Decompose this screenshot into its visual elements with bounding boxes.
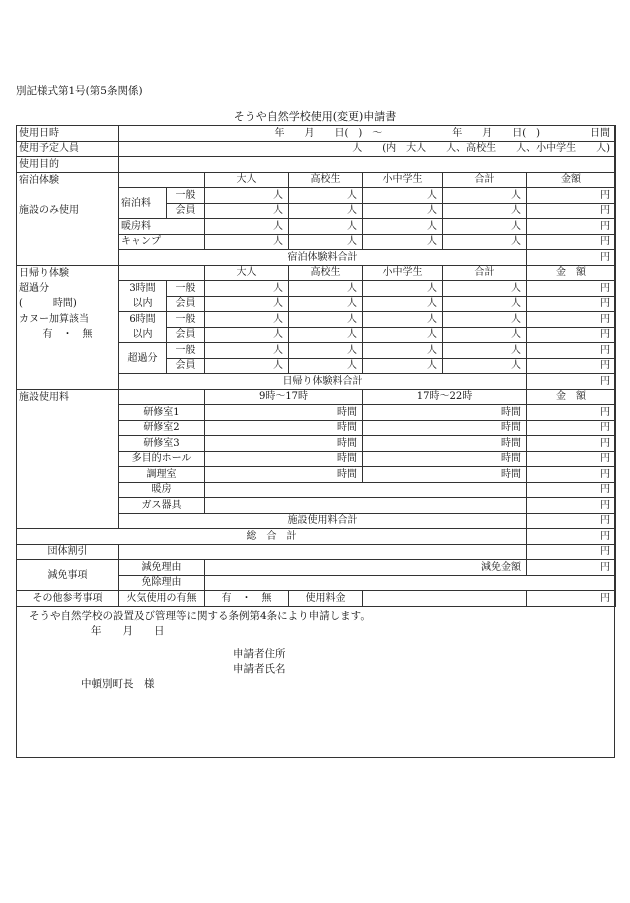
lodging-label: 宿泊料 (119, 188, 167, 219)
hours-field[interactable]: 時間 (363, 467, 527, 483)
yen-field[interactable]: 円 (527, 498, 616, 514)
person-field[interactable]: 人 (205, 234, 289, 250)
yen-field[interactable]: 円 (527, 529, 616, 545)
day-3h-member-row (17, 296, 616, 312)
other-label: その他参考事項 (17, 591, 119, 607)
person-field[interactable]: 人 (443, 343, 527, 359)
group-discount-row (17, 544, 616, 560)
facility-only-label: 施設のみ使用 (17, 203, 119, 219)
hours-field[interactable]: 時間 (205, 451, 363, 467)
applicant-address[interactable]: 申請者住所 (233, 647, 286, 660)
form-table (16, 125, 616, 607)
within-label: 以内 (119, 327, 167, 343)
day-over-member-row (17, 358, 616, 374)
applicant-name[interactable]: 申請者氏名 (233, 662, 286, 675)
purpose-field[interactable] (119, 157, 616, 173)
hours-field[interactable]: 時間 (205, 467, 363, 483)
hours-field[interactable]: 時間 (205, 436, 363, 452)
three-hours-label: 3時間 (119, 281, 167, 297)
hours-field[interactable]: 時間 (363, 436, 527, 452)
col-amount: 金 額 (527, 265, 616, 281)
col-total: 合計 (443, 265, 527, 281)
hours-field[interactable]: 時間 (363, 405, 527, 421)
person-field[interactable]: 人 (363, 343, 443, 359)
camp-label: キャンプ (119, 234, 205, 250)
yen-field[interactable]: 円 (527, 358, 616, 374)
room-label: 研修室1 (119, 405, 205, 421)
general-label: 一般 (167, 188, 205, 204)
exemption-row (17, 560, 616, 576)
col-amount: 金 額 (527, 389, 616, 405)
general-label: 一般 (167, 281, 205, 297)
person-field[interactable]: 人 (443, 281, 527, 297)
yen-field[interactable]: 円 (527, 296, 616, 312)
yen-field[interactable]: 円 (527, 234, 616, 250)
person-field[interactable]: 人 (205, 203, 289, 219)
col-student: 小中学生 (363, 265, 443, 281)
application-form (16, 125, 615, 758)
grand-total-label: 総 合 計 (17, 529, 527, 545)
person-field[interactable]: 人 (443, 358, 527, 374)
person-field[interactable]: 人 (443, 188, 527, 204)
general-label: 一般 (167, 312, 205, 328)
yen-field[interactable]: 円 (527, 343, 616, 359)
declaration-date[interactable]: 年 月 日 (91, 624, 165, 637)
planned-people-field[interactable]: 人 (内 大人 人、高校生 人、小中学生 人) (119, 141, 616, 157)
hours-field[interactable]: 時間 (205, 420, 363, 436)
room-row (17, 451, 616, 467)
person-field[interactable]: 人 (289, 234, 363, 250)
general-label: 一般 (167, 343, 205, 359)
purpose-label: 使用目的 (17, 157, 119, 173)
person-field[interactable]: 人 (363, 203, 443, 219)
planned-people-row (17, 141, 616, 157)
yen-field[interactable]: 円 (527, 451, 616, 467)
person-field[interactable]: 人 (443, 203, 527, 219)
room-row (17, 436, 616, 452)
reduction-reason-label: 減免理由 (119, 560, 205, 576)
yen-field[interactable]: 円 (527, 420, 616, 436)
yen-field[interactable]: 円 (527, 281, 616, 297)
facility-heating-row (17, 482, 616, 498)
day-over-general-row (17, 343, 616, 359)
day-3h-general-row (17, 281, 616, 297)
room-row (17, 467, 616, 483)
person-field[interactable]: 人 (205, 358, 289, 374)
yen-field[interactable]: 円 (527, 436, 616, 452)
yen-field[interactable]: 円 (527, 188, 616, 204)
stay-total-row (17, 250, 616, 266)
col-highschool: 高校生 (289, 172, 363, 188)
room-row (17, 420, 616, 436)
col-adult: 大人 (205, 265, 289, 281)
yen-field[interactable]: 円 (527, 219, 616, 235)
room-label: 研修室2 (119, 420, 205, 436)
usage-datetime-field[interactable]: 年 月 日( ) ～ 年 月 日( ) 日間 (119, 126, 616, 142)
form-number: 別記様式第1号(第5条関係) (16, 85, 143, 97)
usage-datetime-row (17, 126, 616, 142)
canoe-label: カヌー加算該当 (17, 312, 119, 328)
person-field[interactable]: 人 (443, 312, 527, 328)
person-field[interactable]: 人 (289, 203, 363, 219)
col-highschool: 高校生 (289, 265, 363, 281)
within-label: 以内 (119, 296, 167, 312)
heating-label: 暖房 (119, 482, 205, 498)
stay-total-label: 宿泊体験料合計 (119, 250, 527, 266)
yen-field[interactable]: 円 (527, 250, 616, 266)
col-total: 合計 (443, 172, 527, 188)
planned-people-label: 使用予定人員 (17, 141, 119, 157)
declaration-text: そうや自然学校の設置及び管理等に関する条例第4条により申請します。 (29, 609, 371, 622)
person-field[interactable]: 人 (289, 296, 363, 312)
room-label: 研修室3 (119, 436, 205, 452)
yen-field[interactable]: 円 (527, 374, 616, 390)
lodging-member-row (17, 203, 616, 219)
col-student: 小中学生 (363, 172, 443, 188)
addressee: 中頓別町長 様 (81, 677, 155, 690)
facility-header-row (17, 389, 616, 405)
yen-field[interactable]: 円 (527, 513, 616, 529)
facility-label: 施設使用料 (17, 389, 119, 405)
hours-field[interactable]: 時間 (363, 420, 527, 436)
member-label: 会員 (167, 296, 205, 312)
grand-total-row (17, 529, 616, 545)
hours-field[interactable]: 時間 (205, 405, 363, 421)
stay-header-row (17, 172, 616, 188)
yen-field[interactable]: 円 (527, 327, 616, 343)
lodging-general-row (17, 188, 616, 204)
room-label: 多目的ホール (119, 451, 205, 467)
group-discount-label: 団体割引 (17, 544, 119, 560)
heating-row (17, 219, 616, 235)
canoe-choice[interactable]: 有 ・ 無 (17, 327, 119, 343)
usage-datetime-label: 使用日時 (17, 126, 119, 142)
purpose-row (17, 157, 616, 173)
day-6h-general-row (17, 312, 616, 328)
person-field[interactable]: 人 (363, 296, 443, 312)
member-label: 会員 (167, 358, 205, 374)
form-title: そうや自然学校使用(変更)申請書 (233, 110, 397, 123)
person-field[interactable]: 人 (205, 312, 289, 328)
person-field[interactable]: 人 (205, 281, 289, 297)
member-label: 会員 (167, 327, 205, 343)
col-night-time: 17時～22時 (363, 389, 527, 405)
stay-label: 宿泊体験 (17, 172, 119, 188)
yen-field[interactable]: 円 (527, 482, 616, 498)
person-field[interactable]: 人 (205, 188, 289, 204)
yen-field[interactable]: 円 (527, 203, 616, 219)
person-field[interactable]: 人 (205, 327, 289, 343)
overtime-group-label: 超過分 (119, 343, 167, 374)
person-field[interactable]: 人 (289, 219, 363, 235)
gas-row (17, 498, 616, 514)
six-hours-label: 6時間 (119, 312, 167, 328)
person-field[interactable]: 人 (289, 343, 363, 359)
declaration (17, 607, 614, 692)
day-6h-member-row (17, 327, 616, 343)
yen-field[interactable]: 円 (527, 544, 616, 560)
person-field[interactable]: 人 (289, 358, 363, 374)
room-row (17, 405, 616, 421)
yen-field[interactable]: 円 (527, 591, 616, 607)
room-label: 調理室 (119, 467, 205, 483)
person-field[interactable]: 人 (363, 188, 443, 204)
fire-use-label: 火気使用の有無 (119, 591, 205, 607)
person-field[interactable]: 人 (443, 234, 527, 250)
person-field[interactable]: 人 (443, 219, 527, 235)
person-field[interactable]: 人 (289, 281, 363, 297)
reduction-amount-label: 減免金額 (205, 560, 527, 576)
person-field[interactable]: 人 (363, 234, 443, 250)
person-field[interactable]: 人 (205, 219, 289, 235)
col-day-time: 9時～17時 (205, 389, 363, 405)
hours-field[interactable]: 時間 (363, 451, 527, 467)
exemption-label: 減免事項 (17, 560, 119, 591)
heating-label: 暖房料 (119, 219, 205, 235)
overtime-label: 超過分 (17, 281, 119, 297)
person-field[interactable]: 人 (205, 343, 289, 359)
person-field[interactable]: 人 (363, 327, 443, 343)
col-amount: 金額 (527, 172, 616, 188)
day-label: 日帰り体験 (17, 265, 119, 281)
gas-label: ガス器具 (119, 498, 205, 514)
person-field[interactable]: 人 (363, 219, 443, 235)
person-field[interactable]: 人 (289, 312, 363, 328)
person-field[interactable]: 人 (443, 327, 527, 343)
exemption-reason-label: 免除理由 (119, 575, 205, 591)
yen-field[interactable]: 円 (527, 467, 616, 483)
facility-total-label: 施設使用料合計 (119, 513, 527, 529)
person-field[interactable]: 人 (363, 281, 443, 297)
facility-total-row (17, 513, 616, 529)
other-row (17, 591, 616, 607)
yen-field[interactable]: 円 (527, 560, 616, 576)
person-field[interactable]: 人 (443, 296, 527, 312)
person-field[interactable]: 人 (289, 327, 363, 343)
person-field[interactable]: 人 (205, 296, 289, 312)
camp-row (17, 234, 616, 250)
person-field[interactable]: 人 (289, 188, 363, 204)
overtime-hours-field[interactable]: ( 時間) (17, 296, 119, 312)
yen-field[interactable]: 円 (527, 312, 616, 328)
fire-use-choice[interactable]: 有 ・ 無 (205, 591, 289, 607)
member-label: 会員 (167, 203, 205, 219)
day-total-row (17, 374, 616, 390)
usage-fee-label: 使用料金 (289, 591, 363, 607)
person-field[interactable]: 人 (363, 358, 443, 374)
yen-field[interactable]: 円 (527, 405, 616, 421)
person-field[interactable]: 人 (363, 312, 443, 328)
day-total-label: 日帰り体験料合計 (119, 374, 527, 390)
day-header-row (17, 265, 616, 281)
col-adult: 大人 (205, 172, 289, 188)
